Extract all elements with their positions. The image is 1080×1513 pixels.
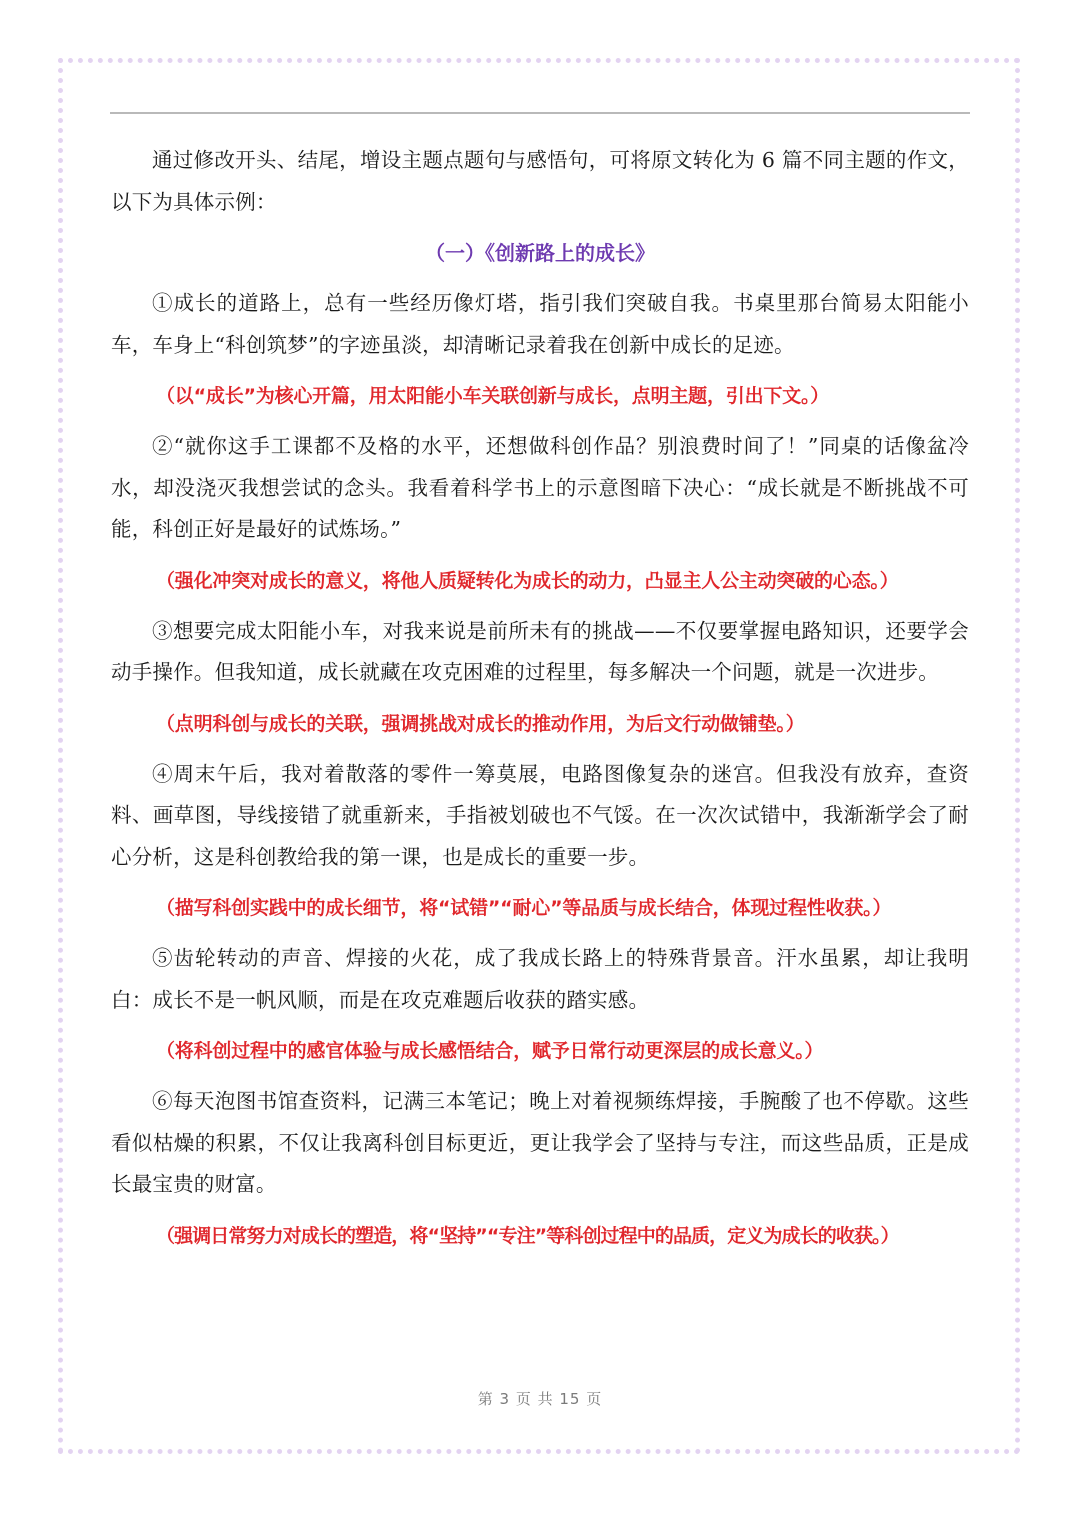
annotation-2: （强化冲突对成长的意义，将他人质疑转化为成长的动力，凸显主人公主动突破的心态。）	[156, 569, 899, 592]
intro-paragraph: 通过修改开头、结尾，增设主题点题句与感悟句，可将原文转化为 6 篇不同主题的作文，以下为具体示例：	[111, 148, 969, 214]
page-number: 第 3 页 共 15 页	[477, 1390, 603, 1408]
header-rule	[110, 112, 970, 114]
annotation-4: （描写科创实践中的成长细节，将“试错”“耐心”等品质与成长结合，体现过程性收获。）	[156, 897, 892, 919]
document-body	[111, 140, 969, 1256]
annotation-5: （将科创过程中的感官体验与成长感悟结合，赋予日常行动更深层的成长意义。）	[156, 1040, 824, 1062]
section-title: （一）《创新路上的成长》	[425, 241, 655, 265]
body-paragraph-1: ①成长的道路上，总有一些经历像灯塔，指引我们突破自我。书桌里那台简易太阳能小车，车身上“科创筑梦”的字迹虽淡，却清晰记录着我在创新中成长的足迹。	[111, 291, 969, 357]
annotation-3: （点明科创与成长的关联，强调挑战对成长的推动作用，为后文行动做铺垫。）	[156, 712, 805, 735]
body-paragraph-6: ⑥每天泡图书馆查资料，记满三本笔记；晚上对着视频练焊接，手腕酸了也不停歇。这些看似枯燥的积累，不仅让我离科创目标更近，更让我学会了坚持与专注，而这些品质，正是成长最宝贵的财富。	[111, 1089, 969, 1196]
body-paragraph-2: ②“就你这手工课都不及格的水平，还想做科创作品？别浪费时间了！”同桌的话像盆冷水，却没浇灭我想尝试的念头。我看着科学书上的示意图暗下决心：“成长就是不断挑战不可能，科创正好是最好的试炼场。”	[111, 434, 969, 541]
body-paragraph-5: ⑤齿轮转动的声音、焊接的火花，成了我成长路上的特殊背景音。汗水虽累，却让我明白：成长不是一帆风顺，而是在攻克难题后收获的踏实感。	[111, 946, 969, 1012]
body-paragraph-4: ④周末午后，我对着散落的零件一筹莫展，电路图像复杂的迷宫。但我没有放弃，查资料、画草图，导线接错了就重新来，手指被划破也不气馁。在一次次试错中，我渐渐学会了耐心分析，这是科创教给我的第一课，也是成长的重要一步。	[111, 761, 969, 869]
annotation-1: （以“成长”为核心开篇，用太阳能小车关联创新与成长，点明主题，引出下文。）	[156, 385, 830, 407]
body-paragraph-3: ③想要完成太阳能小车，对我来说是前所未有的挑战——不仅要掌握电路知识，还要学会动手操作。但我知道，成长就藏在攻克困难的过程里，每多解决一个问题，就是一次进步。	[111, 618, 969, 684]
annotation-6: （强调日常努力对成长的塑造，将“坚持”“专注”等科创过程中的品质，定义为成长的收获。）	[156, 1224, 899, 1247]
